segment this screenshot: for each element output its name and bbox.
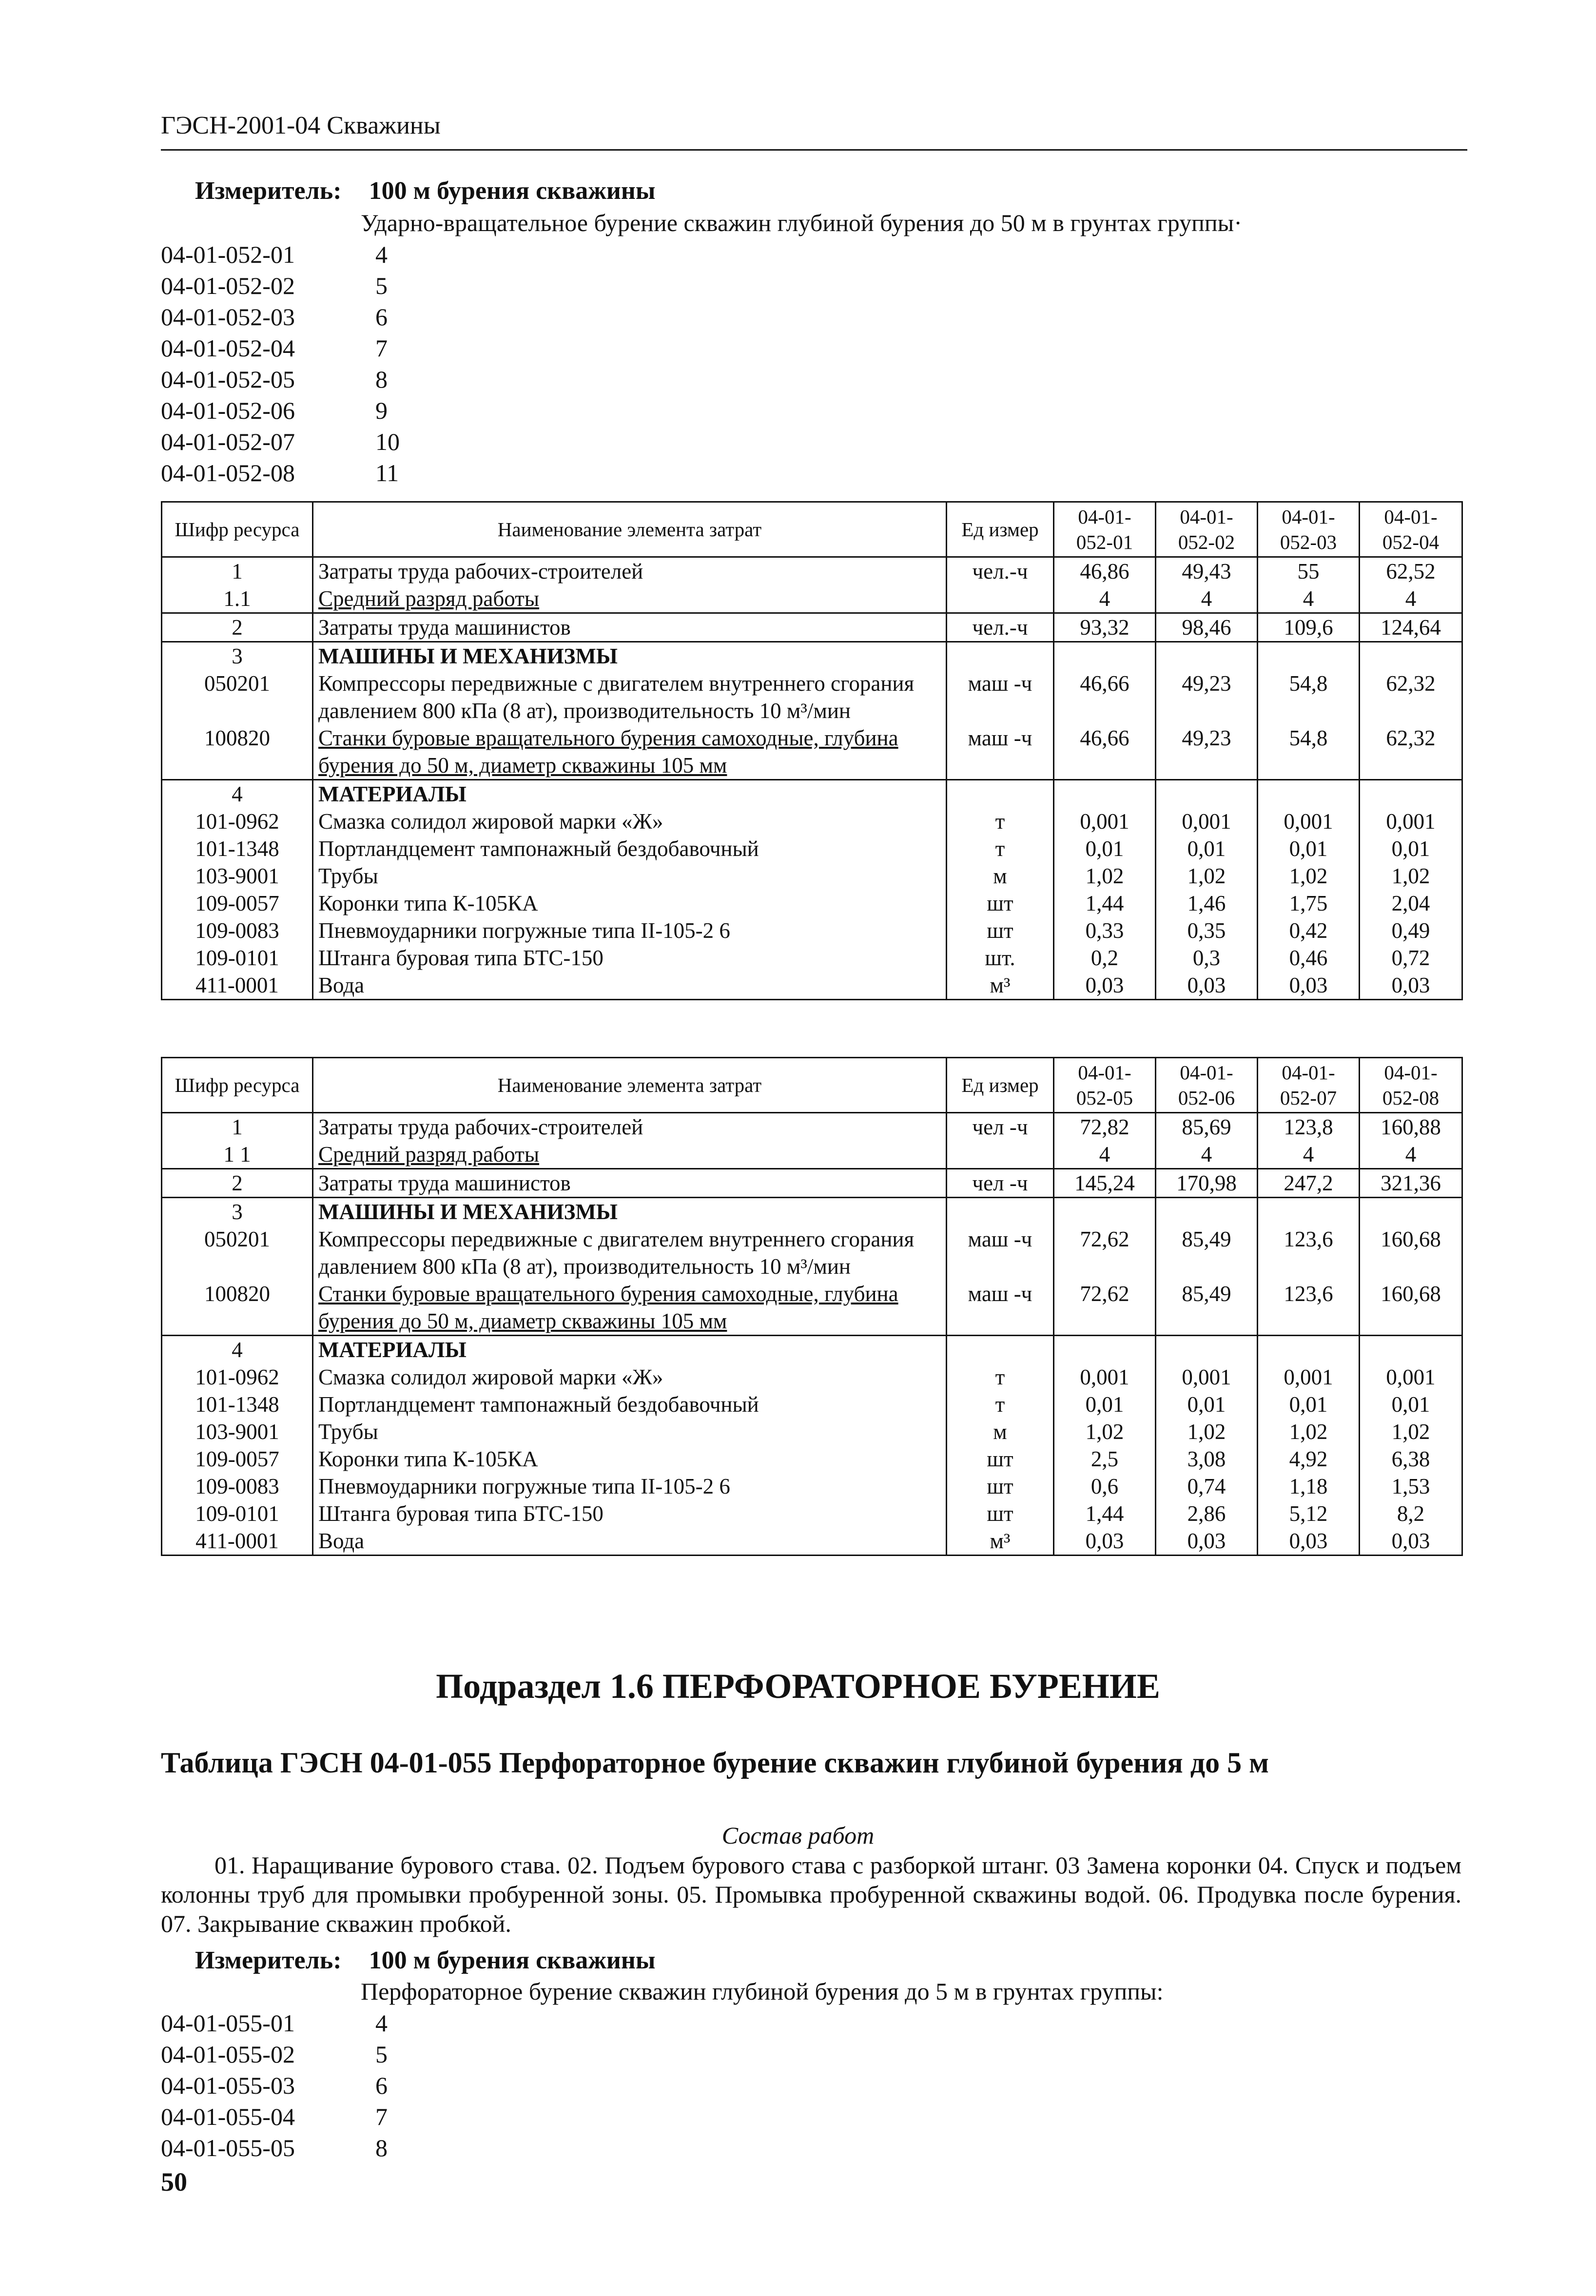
table-row: [162, 1141, 1462, 1169]
resource-code: 1: [162, 1113, 313, 1141]
value-cell: 1,02: [1054, 1418, 1156, 1445]
value-cell: 0,03: [1156, 1527, 1258, 1556]
value-cell: [1054, 642, 1156, 670]
page-number: 50: [161, 2167, 187, 2197]
value-cell: 4: [1360, 585, 1462, 613]
value-cell: [1054, 780, 1156, 808]
code-row: [161, 332, 400, 364]
norm-code: 04-01-055-01: [161, 2009, 295, 2037]
cost-item-name: Вода: [313, 1527, 947, 1556]
header-divider: [161, 149, 1467, 151]
value-cell: 0,74: [1156, 1473, 1258, 1500]
table-row: [162, 808, 1462, 835]
resource-table-1: [161, 501, 1463, 1000]
value-cell: 0,35: [1156, 917, 1258, 944]
value-cell: 0,72: [1360, 944, 1462, 972]
table-row: [162, 1445, 1462, 1473]
meter-value: 100 м бурения скважины: [369, 177, 656, 205]
value-cell: 109,6: [1258, 613, 1360, 642]
unit-cell: маш -ч: [947, 724, 1054, 780]
value-cell: 55: [1258, 557, 1360, 585]
cost-item-name: Пневмоударники погружные типа II-105-2 6: [313, 917, 947, 944]
value-cell: 1,02: [1360, 1418, 1462, 1445]
code-row: [161, 426, 400, 457]
value-cell: 6,38: [1360, 1445, 1462, 1473]
value-cell: 72,82: [1054, 1113, 1156, 1141]
unit-cell: маш -ч: [947, 670, 1054, 724]
soil-group: 10: [375, 428, 400, 455]
cost-item-name: Станки буровые вращательного бурения самоходные, глубина бурения до 50 м, диаметр скважины 105 мм: [313, 724, 947, 780]
table-row: [162, 1527, 1462, 1556]
resource-code: 1: [162, 557, 313, 585]
cost-item-name: Штанга буровая типа БТС-150: [313, 1500, 947, 1527]
cost-item-name: Коронки типа К-105КА: [313, 890, 947, 917]
value-cell: 0,001: [1054, 808, 1156, 835]
table-row: [162, 642, 1462, 670]
cost-item-name: Портландцемент тампонажный бездобавочный: [313, 1391, 947, 1418]
value-cell: 4: [1054, 1141, 1156, 1169]
table-row: [162, 972, 1462, 1000]
soil-group: 7: [375, 2103, 388, 2130]
cost-item-name: Трубы: [313, 1418, 947, 1445]
unit-cell: [947, 585, 1054, 613]
cost-item-name: Вода: [313, 972, 947, 1000]
code-list-1: [161, 239, 400, 488]
soil-group: 11: [375, 459, 399, 486]
value-cell: 1,53: [1360, 1473, 1462, 1500]
value-cell: 4: [1156, 1141, 1258, 1169]
cost-item-name: Портландцемент тампонажный бездобавочный: [313, 835, 947, 862]
resource-code: 411-0001: [162, 972, 313, 1000]
norm-code: 04-01-052-06: [161, 397, 295, 424]
value-cell: [1360, 780, 1462, 808]
norm-code: 04-01-055-02: [161, 2041, 295, 2068]
value-cell: [1258, 642, 1360, 670]
resource-code: 3: [162, 1198, 313, 1226]
unit-cell: [947, 642, 1054, 670]
value-cell: 1,02: [1360, 862, 1462, 890]
soil-group: 9: [375, 397, 388, 424]
meter-line-2: [195, 1946, 655, 1975]
cost-item-name: Штанга буровая типа БТС-150: [313, 944, 947, 972]
value-cell: 4: [1258, 1141, 1360, 1169]
meter-label: Измеритель:: [195, 177, 342, 205]
value-cell: 4: [1360, 1141, 1462, 1169]
code-row: [161, 270, 400, 301]
section-heading: МАТЕРИАЛЫ: [313, 1336, 947, 1364]
norm-code: 04-01-055-03: [161, 2072, 295, 2099]
table-row: [162, 1280, 1462, 1336]
value-cell: 1,44: [1054, 890, 1156, 917]
table-row: [162, 1473, 1462, 1500]
value-cell: 1,02: [1156, 1418, 1258, 1445]
value-cell: [1054, 1336, 1156, 1364]
code-row: [161, 2070, 388, 2101]
value-cell: 0,46: [1258, 944, 1360, 972]
resource-code: 2: [162, 1169, 313, 1198]
value-cell: 0,3: [1156, 944, 1258, 972]
code-row: [161, 457, 400, 488]
value-cell: 124,64: [1360, 613, 1462, 642]
unit-cell: т: [947, 1363, 1054, 1391]
resource-code: 1 1: [162, 1141, 313, 1169]
value-cell: 0,01: [1054, 835, 1156, 862]
code-list-2: [161, 2007, 388, 2163]
resource-code: 050201: [162, 670, 313, 724]
table-row: [162, 1336, 1462, 1364]
cost-item-name: Затраты труда рабочих-строителей: [313, 1113, 947, 1141]
value-cell: 0,001: [1258, 1363, 1360, 1391]
resource-code: 3: [162, 642, 313, 670]
soil-group: 8: [375, 366, 388, 393]
value-cell: [1360, 1336, 1462, 1364]
value-cell: 85,49: [1156, 1280, 1258, 1336]
unit-cell: шт: [947, 1500, 1054, 1527]
value-cell: 0,03: [1156, 972, 1258, 1000]
norm-code: 04-01-052-05: [161, 366, 295, 393]
value-cell: 0,001: [1156, 808, 1258, 835]
soil-group: 6: [375, 2072, 388, 2099]
resource-code: 109-0057: [162, 890, 313, 917]
table-header-row: [162, 502, 1462, 557]
table-row: [162, 944, 1462, 972]
table-row: [162, 1363, 1462, 1391]
header-col-7: 04-01- 052-07: [1258, 1058, 1360, 1113]
value-cell: 46,66: [1054, 724, 1156, 780]
unit-cell: [947, 780, 1054, 808]
unit-cell: маш -ч: [947, 1280, 1054, 1336]
unit-cell: шт: [947, 917, 1054, 944]
norm-code: 04-01-052-04: [161, 334, 295, 362]
cost-item-name: Средний разряд работы: [313, 1141, 947, 1169]
value-cell: [1054, 1198, 1156, 1226]
resource-code: 411-0001: [162, 1527, 313, 1556]
header-name: Наименование элемента затрат: [313, 502, 947, 557]
table-row: [162, 724, 1462, 780]
header-col-1: 04-01- 052-01: [1054, 502, 1156, 557]
code-row: [161, 2101, 388, 2132]
cost-item-name: Затраты труда машинистов: [313, 1169, 947, 1198]
resource-code: 109-0057: [162, 1445, 313, 1473]
cost-item-name: Компрессоры передвижные с двигателем внутреннего сгорания давлением 800 кПа (8 ат), производительность 10 м³/мин: [313, 670, 947, 724]
value-cell: 0,01: [1360, 835, 1462, 862]
header-code: Шифр ресурса: [162, 1058, 313, 1113]
header-name: Наименование элемента затрат: [313, 1058, 947, 1113]
value-cell: 85,69: [1156, 1113, 1258, 1141]
resource-code: 4: [162, 780, 313, 808]
resource-code: 100820: [162, 724, 313, 780]
table-row: [162, 1226, 1462, 1280]
table-row: [162, 780, 1462, 808]
meter-line-1: [195, 176, 655, 205]
value-cell: 0,001: [1360, 1363, 1462, 1391]
unit-cell: м: [947, 862, 1054, 890]
table-title: Таблица ГЭСН 04-01-055 Перфораторное бурение скважин глубиной бурения до 5 м: [161, 1747, 1269, 1779]
value-cell: 0,01: [1258, 835, 1360, 862]
code-row: [161, 301, 400, 332]
soil-group: 8: [375, 2134, 388, 2161]
value-cell: 46,66: [1054, 670, 1156, 724]
unit-cell: чел -ч: [947, 1113, 1054, 1141]
resource-code: 2: [162, 613, 313, 642]
unit-cell: т: [947, 835, 1054, 862]
resource-code: 4: [162, 1336, 313, 1364]
value-cell: 1,18: [1258, 1473, 1360, 1500]
value-cell: [1156, 642, 1258, 670]
soil-group: 7: [375, 334, 388, 362]
value-cell: 0,001: [1054, 1363, 1156, 1391]
resource-code: 103-9001: [162, 862, 313, 890]
value-cell: 1,02: [1156, 862, 1258, 890]
value-cell: 72,62: [1054, 1226, 1156, 1280]
section-heading: МАШИНЫ И МЕХАНИЗМЫ: [313, 642, 947, 670]
value-cell: 160,68: [1360, 1280, 1462, 1336]
header-unit: Ед измер: [947, 502, 1054, 557]
description-1: Ударно-вращательное бурение скважин глубиной бурения до 50 м в грунтах группы·: [361, 209, 1242, 236]
value-cell: 62,32: [1360, 670, 1462, 724]
table-row: [162, 1418, 1462, 1445]
header-col-4: 04-01- 052-04: [1360, 502, 1462, 557]
unit-cell: чел.-ч: [947, 613, 1054, 642]
table-row: [162, 670, 1462, 724]
header-col-5: 04-01- 052-05: [1054, 1058, 1156, 1113]
code-row: [161, 364, 400, 395]
unit-cell: [947, 1198, 1054, 1226]
description-2: Перфораторное бурение скважин глубиной бурения до 5 м в грунтах группы:: [361, 1978, 1164, 2005]
work-composition-label: Состав работ: [721, 1822, 875, 1849]
resource-code: 101-1348: [162, 835, 313, 862]
resource-code: 109-0083: [162, 1473, 313, 1500]
value-cell: 72,62: [1054, 1280, 1156, 1336]
meter-label: Измеритель:: [195, 1946, 342, 1974]
cost-item-name: Пневмоударники погружные типа II-105-2 6: [313, 1473, 947, 1500]
header-col-3: 04-01- 052-03: [1258, 502, 1360, 557]
cost-item-name: Затраты труда рабочих-строителей: [313, 557, 947, 585]
resource-code: 101-1348: [162, 1391, 313, 1418]
soil-group: 4: [375, 241, 388, 268]
value-cell: 0,001: [1360, 808, 1462, 835]
code-row: [161, 395, 400, 426]
table-row: [162, 613, 1462, 642]
header-unit: Ед измер: [947, 1058, 1054, 1113]
value-cell: [1258, 1198, 1360, 1226]
resource-code: 109-0101: [162, 944, 313, 972]
table-row: [162, 1113, 1462, 1141]
value-cell: 8,2: [1360, 1500, 1462, 1527]
soil-group: 6: [375, 303, 388, 331]
value-cell: 5,12: [1258, 1500, 1360, 1527]
value-cell: 0,42: [1258, 917, 1360, 944]
value-cell: 62,32: [1360, 724, 1462, 780]
value-cell: 0,03: [1054, 1527, 1156, 1556]
soil-group: 5: [375, 272, 388, 299]
value-cell: 170,98: [1156, 1169, 1258, 1198]
soil-group: 5: [375, 2041, 388, 2068]
value-cell: 1,46: [1156, 890, 1258, 917]
value-cell: 46,86: [1054, 557, 1156, 585]
unit-cell: м: [947, 1418, 1054, 1445]
unit-cell: чел.-ч: [947, 557, 1054, 585]
table-row: [162, 862, 1462, 890]
section-heading: МАШИНЫ И МЕХАНИЗМЫ: [313, 1198, 947, 1226]
resource-code: 101-0962: [162, 808, 313, 835]
resource-code: 100820: [162, 1280, 313, 1336]
unit-cell: т: [947, 1391, 1054, 1418]
value-cell: [1258, 780, 1360, 808]
value-cell: 2,86: [1156, 1500, 1258, 1527]
norm-code: 04-01-052-08: [161, 459, 295, 486]
value-cell: 160,68: [1360, 1226, 1462, 1280]
norm-code: 04-01-052-02: [161, 272, 295, 299]
value-cell: 247,2: [1258, 1169, 1360, 1198]
cost-item-name: Смазка солидол жировой марки «Ж»: [313, 808, 947, 835]
resource-code: 109-0083: [162, 917, 313, 944]
section-heading: МАТЕРИАЛЫ: [313, 780, 947, 808]
meter-value: 100 м бурения скважины: [369, 1946, 656, 1974]
value-cell: 49,43: [1156, 557, 1258, 585]
table-row: [162, 890, 1462, 917]
value-cell: 0,01: [1360, 1391, 1462, 1418]
cost-item-name: Затраты труда машинистов: [313, 613, 947, 642]
value-cell: 1,02: [1258, 1418, 1360, 1445]
value-cell: 62,52: [1360, 557, 1462, 585]
norm-code: 04-01-052-07: [161, 428, 295, 455]
unit-cell: шт: [947, 1473, 1054, 1500]
value-cell: 1,02: [1258, 862, 1360, 890]
value-cell: 1,44: [1054, 1500, 1156, 1527]
table-row: [162, 917, 1462, 944]
value-cell: 123,6: [1258, 1280, 1360, 1336]
value-cell: [1156, 1336, 1258, 1364]
value-cell: [1156, 1198, 1258, 1226]
value-cell: 0,01: [1156, 835, 1258, 862]
cost-item-name: Средний разряд работы: [313, 585, 947, 613]
table-row: [162, 1169, 1462, 1198]
value-cell: 0,01: [1156, 1391, 1258, 1418]
value-cell: 98,46: [1156, 613, 1258, 642]
unit-cell: шт: [947, 1445, 1054, 1473]
value-cell: 2,04: [1360, 890, 1462, 917]
cost-item-name: Трубы: [313, 862, 947, 890]
value-cell: 321,36: [1360, 1169, 1462, 1198]
value-cell: 0,6: [1054, 1473, 1156, 1500]
header-col-8: 04-01- 052-08: [1360, 1058, 1462, 1113]
value-cell: 4: [1258, 585, 1360, 613]
value-cell: 0,49: [1360, 917, 1462, 944]
table-row: [162, 1391, 1462, 1418]
unit-cell: [947, 1336, 1054, 1364]
value-cell: 85,49: [1156, 1226, 1258, 1280]
unit-cell: м³: [947, 972, 1054, 1000]
table-row: [162, 557, 1462, 585]
running-header: ГЭСН-2001-04 Скважины: [161, 112, 441, 139]
value-cell: 4: [1054, 585, 1156, 613]
value-cell: 54,8: [1258, 724, 1360, 780]
value-cell: [1156, 780, 1258, 808]
code-row: [161, 2132, 388, 2163]
value-cell: 54,8: [1258, 670, 1360, 724]
resource-code: 1.1: [162, 585, 313, 613]
value-cell: 1,02: [1054, 862, 1156, 890]
cost-item-name: Компрессоры передвижные с двигателем внутреннего сгорания давлением 800 кПа (8 ат), производительность 10 м³/мин: [313, 1226, 947, 1280]
value-cell: 145,24: [1054, 1169, 1156, 1198]
norm-code: 04-01-052-03: [161, 303, 295, 331]
unit-cell: м³: [947, 1527, 1054, 1556]
table-row: [162, 1500, 1462, 1527]
code-row: [161, 2039, 388, 2070]
table-row: [162, 835, 1462, 862]
header-col-6: 04-01- 052-06: [1156, 1058, 1258, 1113]
value-cell: 160,88: [1360, 1113, 1462, 1141]
unit-cell: чел -ч: [947, 1169, 1054, 1198]
value-cell: 1,75: [1258, 890, 1360, 917]
value-cell: 3,08: [1156, 1445, 1258, 1473]
resource-code: 103-9001: [162, 1418, 313, 1445]
resource-code: 101-0962: [162, 1363, 313, 1391]
value-cell: 0,03: [1258, 972, 1360, 1000]
code-row: [161, 2007, 388, 2039]
value-cell: 0,001: [1156, 1363, 1258, 1391]
value-cell: 0,01: [1258, 1391, 1360, 1418]
value-cell: 4: [1156, 585, 1258, 613]
value-cell: 93,32: [1054, 613, 1156, 642]
value-cell: 49,23: [1156, 724, 1258, 780]
header-col-2: 04-01- 052-02: [1156, 502, 1258, 557]
unit-cell: [947, 1141, 1054, 1169]
value-cell: 0,01: [1054, 1391, 1156, 1418]
norm-code: 04-01-055-05: [161, 2134, 295, 2161]
value-cell: 0,2: [1054, 944, 1156, 972]
value-cell: 0,03: [1360, 972, 1462, 1000]
unit-cell: т: [947, 808, 1054, 835]
header-code: Шифр ресурса: [162, 502, 313, 557]
value-cell: 2,5: [1054, 1445, 1156, 1473]
value-cell: [1360, 642, 1462, 670]
value-cell: 49,23: [1156, 670, 1258, 724]
table-header-row: [162, 1058, 1462, 1113]
table-row: [162, 585, 1462, 613]
cost-item-name: Станки буровые вращательного бурения самоходные, глубина бурения до 50 м, диаметр скважины 105 мм: [313, 1280, 947, 1336]
cost-item-name: Смазка солидол жировой марки «Ж»: [313, 1363, 947, 1391]
unit-cell: шт: [947, 890, 1054, 917]
value-cell: 4,92: [1258, 1445, 1360, 1473]
value-cell: 0,03: [1054, 972, 1156, 1000]
resource-table-2: [161, 1057, 1463, 1556]
unit-cell: маш -ч: [947, 1226, 1054, 1280]
soil-group: 4: [375, 2009, 388, 2037]
value-cell: [1258, 1336, 1360, 1364]
value-cell: 123,8: [1258, 1113, 1360, 1141]
section-title: Подраздел 1.6 ПЕРФОРАТОРНОЕ БУРЕНИЕ: [436, 1667, 1160, 1706]
resource-code: 109-0101: [162, 1500, 313, 1527]
value-cell: 0,33: [1054, 917, 1156, 944]
value-cell: 0,03: [1360, 1527, 1462, 1556]
resource-code: 050201: [162, 1226, 313, 1280]
value-cell: 0,03: [1258, 1527, 1360, 1556]
value-cell: 123,6: [1258, 1226, 1360, 1280]
code-row: [161, 239, 400, 270]
norm-code: 04-01-055-04: [161, 2103, 295, 2130]
norm-code: 04-01-052-01: [161, 241, 295, 268]
unit-cell: шт.: [947, 944, 1054, 972]
value-cell: [1360, 1198, 1462, 1226]
value-cell: 0,001: [1258, 808, 1360, 835]
work-composition-text: 01. Наращивание бурового става. 02. Подъем бурового става с разборкой штанг. 03 Замена коронки 04. Спуск и подъем колонны труб для промывки пробуренной зоны. 05. Промывка пробуренной скважины водой. 06. Продувка после бурения. 07. Закрывание скважин пробкой.: [161, 1851, 1461, 1937]
cost-item-name: Коронки типа К-105КА: [313, 1445, 947, 1473]
table-row: [162, 1198, 1462, 1226]
